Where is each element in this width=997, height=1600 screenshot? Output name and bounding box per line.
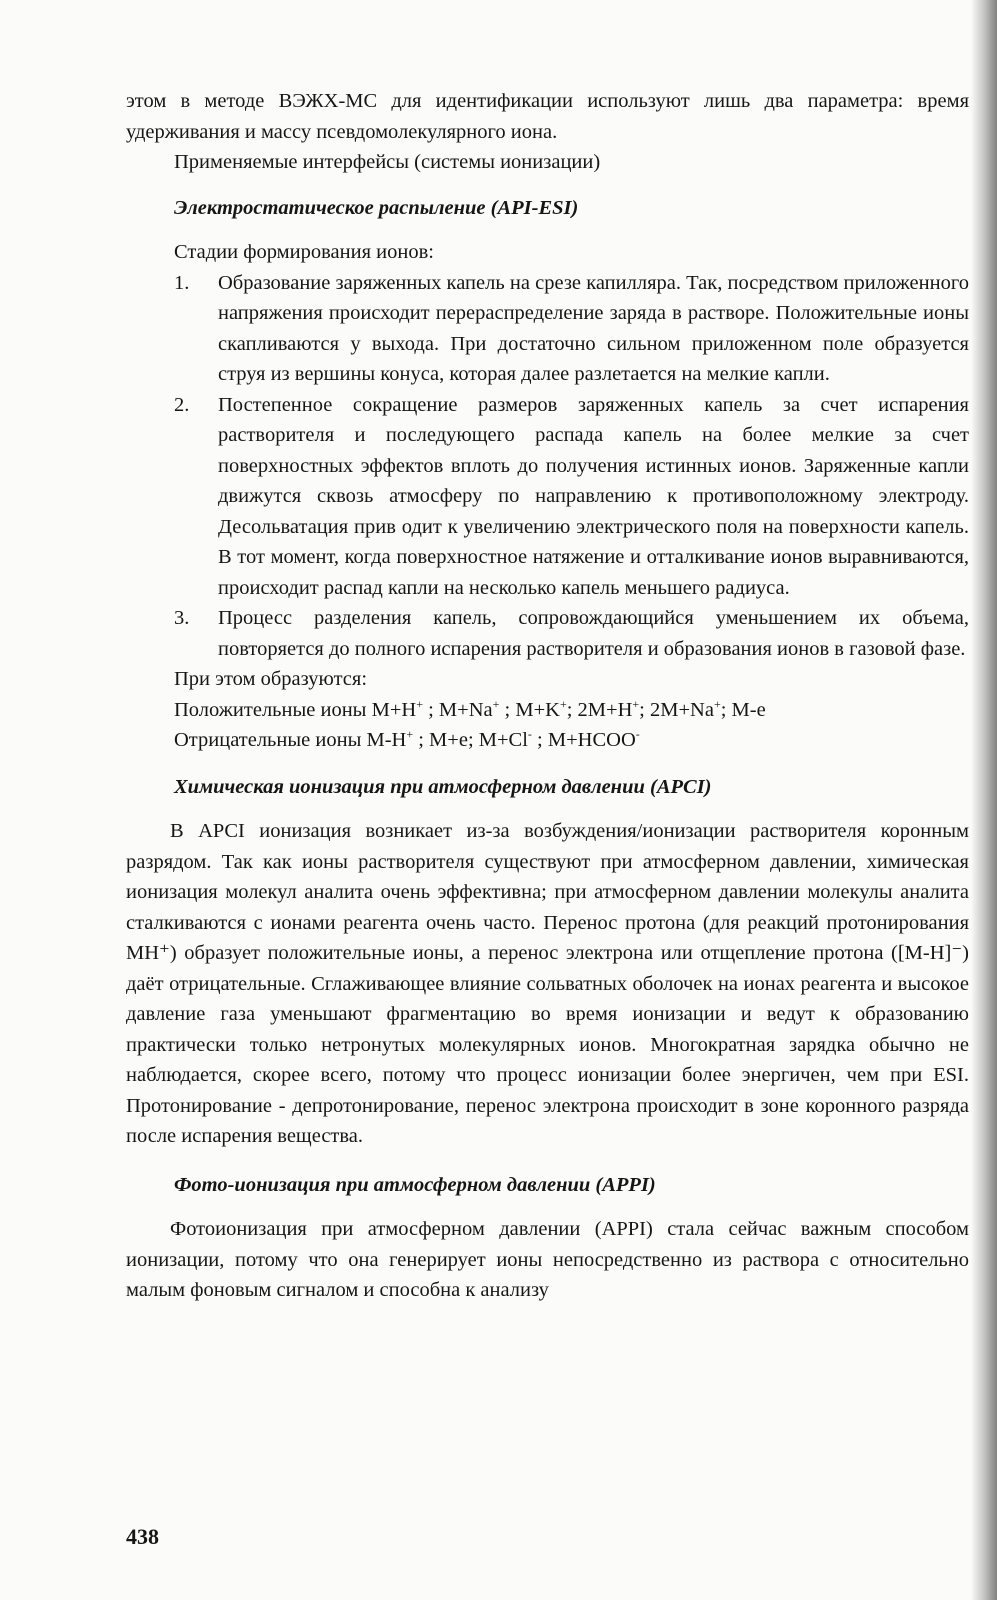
- apci-paragraph: В APCI ионизация возникает из-за возбуждения/ионизации растворителя коронным разрядом. Так как ионы растворителя существуют при атмосферном давлении, химическая ионизация молекул аналита очень эффективна; при атмосферном давлении молекулы аналита сталкиваются с ионами реагента очень часто. Перенос протона (для реакций протонирования MH⁺) образует положительные ионы, а перенос электрона или отщепление протона ([M-H]⁻) даёт отрицательные. Сглаживающее влияние сольватных оболочек на ионах реагента и высокое давление газа уменьшают фрагментацию во время ионизации и ведут к образованию практически только нетронутых молекулярных ионов. Многократная зарядка обычно не наблюдается, скорее всего, потому что процесс ионизации более энергичен, чем при ESI. Протонирование - депротонирование, перенос электрона происходит в зоне коронного разряда после испарения вещества.: [126, 820, 969, 1147]
- list-item-text: Образование заряженных капель на срезе капилляра. Так, посредством приложенного напряжения происходит перераспределение заряда в растворе. Положительные ионы скапливаются у выхода. При достаточно сильном приложенном поле образуется струя из вершины конуса, которая далее разлетается на мелкие капли.: [218, 271, 969, 385]
- list-item-number: 3.: [174, 607, 190, 629]
- list-item: [126, 603, 969, 664]
- ion-charge: +: [492, 696, 500, 711]
- apci-heading: Химическая ионизация при атмосферном давлении (APCI): [174, 775, 712, 798]
- stages-list: [126, 268, 969, 665]
- stages-intro: Стадии формирования ионов:: [174, 241, 434, 263]
- ion-formula: M-H: [366, 729, 407, 751]
- ion-formula: ; M+HCOO: [531, 729, 636, 751]
- list-item-number: 1.: [174, 271, 190, 294]
- formed-intro: При этом образуются:: [174, 668, 368, 690]
- list-item-number: 2.: [174, 393, 190, 416]
- ion-charge: +: [416, 696, 423, 711]
- list-item: [126, 268, 969, 390]
- ion-formula: ; 2M+Na: [639, 698, 714, 721]
- list-item-text: Процесс разделения капель, сопровождающийся уменьшением их объема, повторяется до полного испарения растворителя и образования ионов в газовой фазе.: [218, 607, 969, 660]
- ion-formula: M+H: [371, 698, 417, 721]
- esi-heading: Электростатическое распыление (API-ESI): [174, 196, 579, 219]
- ion-charge: +: [406, 727, 414, 742]
- page-number: 438: [126, 1524, 159, 1549]
- ion-charge: +: [632, 696, 640, 711]
- negative-ions-label: Отрицательные ионы: [174, 729, 362, 751]
- appi-heading: Фото-ионизация при атмосферном давлении (APPI): [174, 1173, 656, 1196]
- page-edge-shadow: [971, 0, 997, 1600]
- ion-formula: ; M+K: [499, 698, 560, 721]
- paragraph-continuation: этом в методе ВЭЖХ-МС для идентификации используют лишь два параметра: время удерживания и массу псевдомолекулярного иона.: [126, 90, 969, 143]
- ion-charge: +: [559, 696, 567, 711]
- ion-formula: ; 2M+H: [566, 698, 633, 721]
- interfaces-intro: Применяемые интерфейсы (системы ионизации): [174, 151, 601, 173]
- ion-formula: ; M-e: [720, 698, 766, 721]
- ion-formula: ; M+Na: [422, 698, 493, 721]
- negative-ions-line: [126, 725, 969, 756]
- ion-charge: -: [635, 727, 640, 742]
- ion-charge: -: [527, 727, 532, 742]
- document-page: [126, 86, 969, 1306]
- list-item-text: Постепенное сокращение размеров заряженных капель за счет испарения растворителя и последующего распада капель на более мелкие за счет поверхностных эффектов вплоть до получения истинных ионов. Заряженные капли движутся сквозь атмосферу по направлению к противоположному электроду. Десольватация прив одит к увеличению электрического поля на поверхности капель. В тот момент, когда поверхностное натяжение и отталкивание ионов выравниваются, происходит распад капли на несколько капель меньшего радиуса.: [218, 393, 969, 599]
- positive-ions-line: [126, 695, 969, 726]
- positive-ions-label: Положительные ионы: [174, 698, 367, 721]
- list-item: [126, 390, 969, 604]
- ion-charge: +: [713, 696, 721, 711]
- ion-formula: ; M+e; M+Cl: [413, 729, 528, 751]
- appi-paragraph: Фотоионизация при атмосферном давлении (APPI) стала сейчас важным способом ионизации, потому что она генерирует ионы непосредственно из раствора с относительно малым фоновым сигналом и способна к анализу: [126, 1218, 969, 1301]
